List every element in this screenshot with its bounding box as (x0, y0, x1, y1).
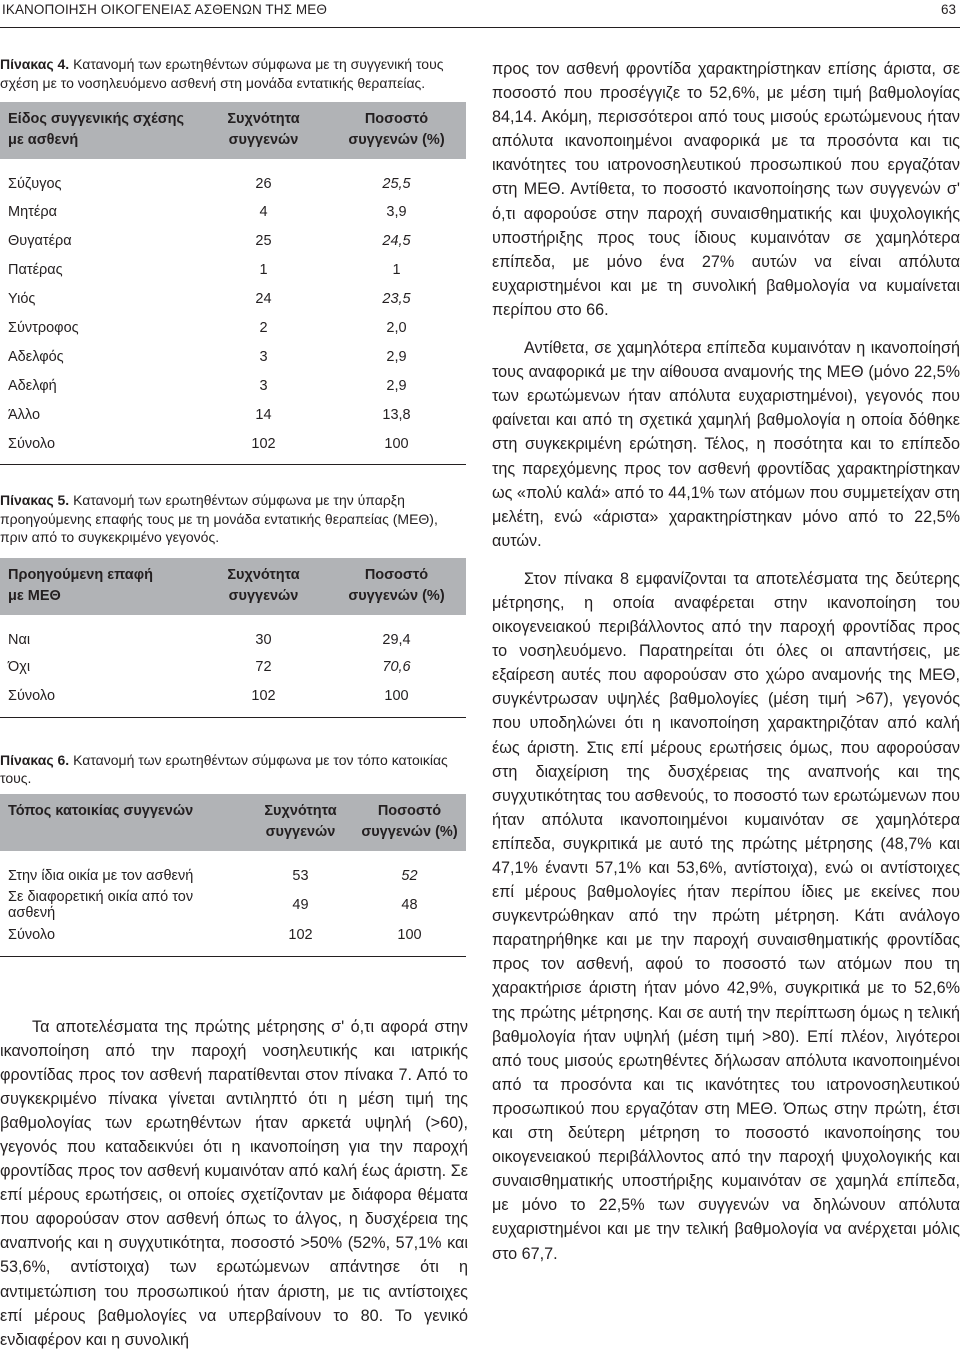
table-total-row: Σύνολο 102 100 (0, 429, 466, 465)
table-row: Όχι 72 70,6 (8, 659, 411, 675)
table6-col3-header: Ποσοστό συγγενών (%) (353, 794, 466, 851)
table5-col3-header: Ποσοστό συγγενών (%) (327, 558, 466, 615)
table4-caption (0, 55, 468, 92)
table-row: Στην ίδια οικία με τον ασθενή 53 52 (8, 867, 418, 884)
table6-caption (0, 751, 468, 788)
table-row: Σύντροφος 2 2,0 (8, 319, 407, 336)
table-row: Πατέρας 1 1 (8, 261, 401, 278)
running-header (0, 0, 960, 28)
table5-caption (0, 491, 468, 547)
table6-header-row (0, 794, 466, 851)
table-row: Σε διαφορετική οικία από τον ασθενή 49 48 (8, 888, 418, 921)
body-paragraph: προς τον ασθενή φροντίδα χαρακτηρίστηκαν επίσης άριστα, σε ποσοστό που προσέγγιζε το 52,6%, με μέση τιμή βαθμολογίας 84,14. Ακόμη, περισσότεροι από τους μισούς ερωτώμενους ήταν απόλυτα ικανοποιημένοι αναφορικά με τα προσόντα και τις ικανότητες του ιατρονοσηλευτικού προσωπικού που εργαζόταν στη ΜΕΘ. Αντίθετα, το ποσοστό ικανοποίησης των συγγενών σ' ό,τι αφορούσε στην παροχή συναισθηματικής και ψυχολογικής υποστήριξης προς τους ίδιους κυμαινόταν σε χαμηλότερα επίπεδα, με μόνο ένα 27% αυτών να είναι απόλυτα ευχαριστημένοι και με τη συνολική βαθμολογία να κυμαίνεται περίπου στο 66. (492, 60, 960, 319)
table5-label: Πίνακας 5. (0, 492, 70, 508)
table6-col2-header: Συχνότητα συγγενών (248, 794, 353, 851)
table-row: Αδελφή 3 2,9 (8, 377, 407, 394)
body-paragraph-left: Τα αποτελέσματα της πρώτης μέτρησης σ' ό,τι αφορά στην ικανοποίηση από την παροχή νοσηλευτικής και ιατρικής φροντίδας προς τον ασθενή παρατίθενται στον πίνακα 7. Από το συγκεκριμένο πίνακα γίνεται αντιληπτό ότι η μέση τιμή της βαθμολογίας των ερωτηθέντων ήταν αρκετά υψηλή (>60), γεγονός που καταδεικνύει ότι η ικανοποίηση για την παροχή φροντίδας προς τον ασθενή κυμαινόταν από καλή έως άριστη. Σε επί μέρους ερωτήσεις, οι οποίες σχετίζονταν με διάφορα θέματα που αφορούσαν στον ασθενή όπως το άλγος, η δυσχέρεια της αναπνοής και η συγχυτικότητα, ποσοστό >50% (52%, 57,1% και 53,6%, αντίστοιχα) των ερωτώμενων απάντησε ότι η αντιμετώπιση του προσωπικού ήταν άριστη, με τις αντίστοιχες επί μέρους βαθμολογίες να υπερβαίνουν το 80. Το γενικό ενδιαφέρον και η συνολική (0, 1017, 468, 1349)
table6-col1-header: Τόπος κατοικίας συγγενών (0, 794, 248, 851)
table5-col1-header: Προηγούμενη επαφή με ΜΕΘ (0, 558, 200, 615)
table-row: Θυγατέρα 25 24,5 (8, 232, 411, 249)
table-row: Μητέρα 4 3,9 (8, 203, 407, 220)
right-column (492, 55, 960, 1266)
table4-col3-header: Ποσοστό συγγενών (%) (327, 102, 466, 159)
body-paragraph: Στον πίνακα 8 εμφανίζονται τα αποτελέσματα της δεύτερης μέτρησης, η οποία αναφέρεται στην ικανοποίηση του οικογενειακού περιβάλλοντος από την παροχή φροντίδας προς το νοσηλευόμενο. Παρατηρείται ότι όλες οι απαντήσεις, με εξαίρεση αυτές που αφορούσαν στο χώρο αναμονής της ΜΕΘ, συγκέντρωσαν υψηλές βαθμολογίες (μέση τιμή >67), γεγονός που υποδηλώνει ότι η ικανοποίηση χαρακτηριζόταν από καλή έως άριστη. Στις επί μέρους ερωτήσεις όμως, που αφορούσαν στη διαχείριση της δυσχέρειας της αναπνοής και της συγχυτικότητας του ασθενούς, το ποσοστό των ερωτώμενων που ήταν απόλυτα ικανοποιημένοι κυμαινόταν σε χαμηλότερα επίπεδα, συγκριτικά με αυτό της πρώτης μέτρησης (48,7% και 47,1% έναντι 57,1% και 53,6%, αντίστοιχα), ενώ οι αντίστοιχες επί μέρους βαθμολογίες ήταν περίπου ίδιες με εκείνες που συγκεντρώθηκαν από την πρώτη μέτρηση. Κάτι ανάλογο παρατηρήθηκε και με την παροχή συναισθηματικής φροντίδας προς τον ασθενή, αφού το ποσοστό των ατόμων που τη χαρακτήρισε άριστη ήταν μόνο 42,9%, συγκριτικά με το 52,6% της πρώτης μέτρησης. Και σε αυτή την περίπτωση όμως η τελική βαθμολογία ήταν υψηλή (μέση τιμή >80). Επί πλέον, λιγότεροι από τους μισούς ερωτηθέντες δήλωσαν απόλυτα ικανοποιημένοι από τα προσόντα και τις ικανότητες του ιατρονοσηλευτικού προσωπικού που εργαζόταν στη ΜΕΘ. Όπως στην πρώτη, έτσι και στη δεύτερη μέτρηση το ποσοστό ικανοποίησης του οικογενειακού περιβάλλοντος από την παροχή ψυχολογικής και συναισθηματικής υποστήριξης κυμαινόταν σε χαμηλά επίπεδα, με μόνο το 22,5% των συγγενών να δηλώνουν απόλυτα ευχαριστημένοι και με την τελική βαθμολογία να ανέρχεται μόλις στο 67,7. (492, 569, 960, 1263)
body-paragraph: Αντίθετα, σε χαμηλότερα επίπεδα κυμαινόταν η ικανοποίησή τους αναφορικά με την αίθουσα αναμονής της ΜΕΘ (μόνο 22,5% των ερωτώμενων ήταν απόλυτα ευχαριστημένοι), γεγονός που φαίνεται και από τη σχετικά χαμηλή βαθμολογία η οποία δόθηκε στη συγκεκριμένη ερώτηση. Τέλος, η ποσότητα και το επίπεδο της παρεχόμενης προς τον ασθενή φροντίδας χαρακτηρίστηκαν ως «πολύ καλά» από το 44,1% των ατόμων που συμμετείχαν στη μελέτη, ενώ «άριστα» χαρακτηρίστηκαν μόνο από το 22,5% αυτών. (492, 339, 960, 550)
table4-header-row (0, 102, 466, 159)
table4-label: Πίνακας 4. (0, 56, 70, 72)
table6-caption-text: Κατανομή των ερωτηθέντων σύμφωνα με τον τόπο κατοικίας τους. (0, 751, 448, 786)
table-row: Σύζυγος 26 25,5 (8, 176, 411, 192)
running-title: ΙΚΑΝΟΠΟΙΗΣΗ ΟΙΚΟΓΕΝΕΙΑΣ ΑΣΘΕΝΩΝ ΤΗΣ ΜΕΘ (2, 2, 327, 17)
table4-col2-header: Συχνότητα συγγενών (200, 102, 327, 159)
table-row: Άλλο 14 13,8 (8, 406, 411, 423)
table6 (0, 794, 466, 957)
table4-caption-text: Κατανομή των ερωτηθέντων σύμφωνα με τη συγγενική τους σχέση με το νοσηλευόμενο ασθενή στη μονάδα εντατικής θεραπείας. (0, 56, 444, 91)
table5-caption-text: Κατανομή των ερωτηθέντων σύμφωνα με την ύπαρξη προηγούμενης επαφής τους με τη μονάδα εντατικής θεραπείας (ΜΕΘ), πριν από το συγκεκριμένο γεγονός. (0, 492, 438, 545)
table5-header-row (0, 558, 466, 615)
table5 (0, 558, 466, 718)
table-total-row: Σύνολο 102 100 (0, 921, 466, 957)
page-number: 63 (940, 2, 956, 17)
table6-label: Πίνακας 6. (0, 751, 70, 768)
table-row: Αδελφός 3 2,9 (8, 348, 407, 365)
table4 (0, 102, 466, 465)
left-column (0, 55, 468, 1352)
table-row: Υιός 24 23,5 (8, 290, 411, 307)
table5-col2-header: Συχνότητα συγγενών (200, 558, 327, 615)
table4-col1-header: Είδος συγγενικής σχέσης με ασθενή (0, 102, 200, 159)
table-row: Ναι 30 29,4 (8, 631, 411, 648)
table-total-row: Σύνολο 102 100 (0, 682, 466, 718)
